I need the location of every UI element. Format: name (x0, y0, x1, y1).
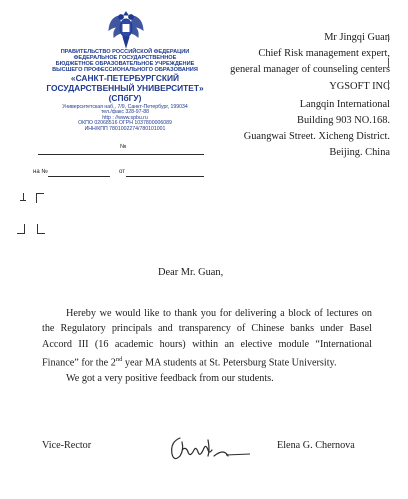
body-paragraph-1-text: Hereby we would like to thank you for delivering a block of lectures on the Regulatory principals and transparency of Chinese banks under Basel Accord III (16 academic hours) within an elective module “International Finance” for the 2 (42, 308, 372, 369)
ordinal-suffix: nd (115, 355, 123, 363)
corner-mark (20, 200, 26, 201)
corner-mark (17, 224, 25, 234)
letterhead-line: ГОСУДАРСТВЕННЫЙ УНИВЕРСИТЕТ» (46, 83, 204, 94)
from-date-line (126, 176, 204, 177)
letterhead-line: ИНН/КПП 7801002274/780101001 (84, 125, 166, 132)
recipient-line: general manager of counseling centers (230, 64, 390, 76)
body-paragraph-2: We got a very positive feedback from our students. (66, 372, 274, 384)
letterhead-line: http : //www.spbu.ru (102, 114, 148, 121)
margin-tick (388, 34, 389, 42)
letterhead-line: БЮДЖЕТНОЕ ОБРАЗОВАТЕЛЬНОЕ УЧРЕЖДЕНИЕ (55, 60, 195, 67)
recipient-line: Chief Risk management expert, (258, 48, 390, 60)
reference-number-line (38, 154, 204, 155)
recipient-line: Beijing. China (329, 147, 390, 159)
recipient-line: Guangwai Street. Xicheng District. (243, 131, 390, 143)
letterhead-line: ПРАВИТЕЛЬСТВО РОССИЙСКОЙ ФЕДЕРАЦИИ (60, 49, 190, 55)
margin-tick (388, 80, 389, 90)
signatory-title: Vice-Rector (42, 440, 92, 451)
margin-tick (388, 58, 389, 68)
recipient-line: Langqin International (299, 98, 390, 110)
number-label: № (120, 144, 127, 150)
on-number-line (48, 176, 110, 177)
letterhead-line: «САНКТ-ПЕТЕРБУРГСКИЙ (70, 73, 180, 84)
on-number-label: на № (33, 169, 48, 175)
letter-body (42, 306, 372, 386)
body-paragraph-1-end: year MA students at St. Petersburg State University. (122, 357, 337, 369)
letterhead-line: Университетская наб., 7/9, Санкт-Петербург, 199034 (62, 103, 188, 110)
handwritten-signature (166, 426, 256, 468)
body-paragraph-1 (42, 306, 372, 371)
recipient-line: Mr Jingqi Guan (324, 32, 390, 43)
recipient-address (200, 30, 390, 162)
coat-of-arms-logo (108, 8, 144, 50)
letterhead-line: ВЫСШЕГО ПРОФЕССИОНАЛЬНОГО ОБРАЗОВАНИЯ (52, 66, 198, 73)
letterhead (34, 50, 216, 132)
letterhead-line: ФЕДЕРАЛЬНОЕ ГОСУДАРСТВЕННОЕ (73, 54, 177, 61)
signatory-name: Elena G. Chernova (277, 440, 355, 451)
salutation: Dear Mr. Guan, (158, 267, 224, 278)
recipient-line: Building 903 NO.168. (297, 115, 390, 127)
letterhead-line: тел./факс 328-97-88 (100, 109, 150, 116)
letterhead-line: ОКПО 02068516 ОГРН 1037800006089 (78, 120, 172, 127)
recipient-line: YGSOFT INC (329, 80, 390, 92)
corner-mark (36, 193, 44, 203)
corner-mark (37, 224, 45, 234)
from-label: от (119, 169, 125, 175)
letterhead-line: (СПбГУ) (108, 93, 142, 104)
